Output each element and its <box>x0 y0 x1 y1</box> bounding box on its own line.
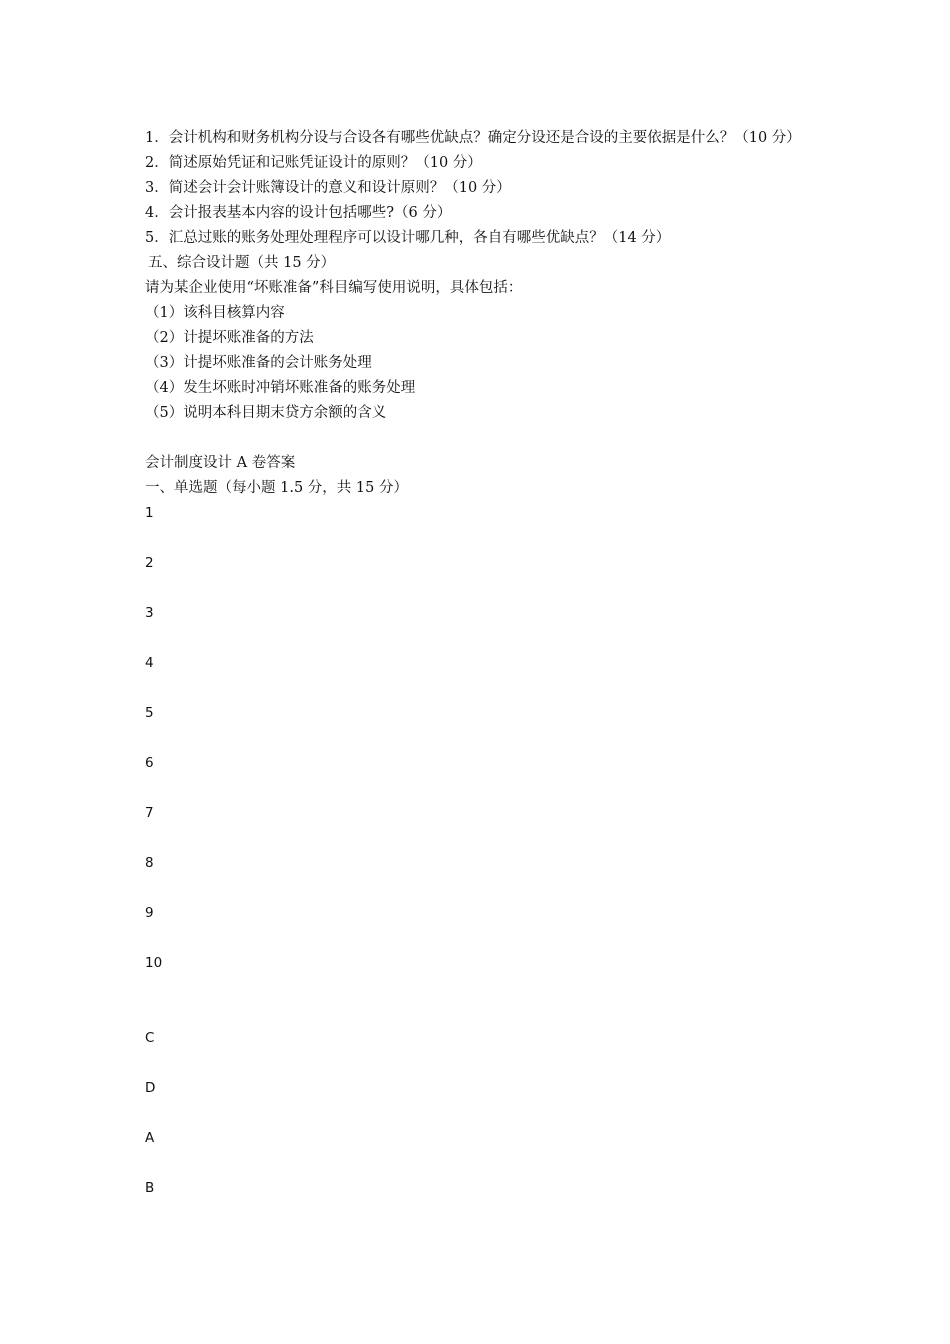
blank-gap <box>145 426 825 451</box>
section5-heading: 五、综合设计题（共 15 分） <box>148 255 336 271</box>
question-5: 5．汇总过账的账务处理处理程序可以设计哪几种，各自有哪些优缺点？（14 分） <box>145 230 671 246</box>
answer-number: 1 <box>145 505 154 521</box>
section5-item-4: （4）发生坏账时冲销坏账准备的账务处理 <box>145 380 416 396</box>
answer-number: 10 <box>145 955 163 971</box>
answer-number: 4 <box>145 655 154 671</box>
answer-number: 9 <box>145 905 154 921</box>
answer-number: 3 <box>145 605 154 621</box>
question-2: 2．简述原始凭证和记账凭证设计的原则？（10 分） <box>145 155 482 171</box>
question-4: 4．会计报表基本内容的设计包括哪些?（6 分） <box>145 205 452 221</box>
section5-item-2: （2）计提坏账准备的方法 <box>145 330 314 346</box>
answer-letter: C <box>145 1030 155 1046</box>
answer-letter-list <box>145 1026 825 1226</box>
answer-number: 8 <box>145 855 154 871</box>
section5-item-3: （3）计提坏账准备的会计账务处理 <box>145 355 372 371</box>
document-content <box>145 126 825 1226</box>
question-3: 3．简述会计会计账簿设计的意义和设计原则？（10 分） <box>145 180 511 196</box>
blank-gap <box>145 1001 825 1026</box>
answer-letter: D <box>145 1080 156 1096</box>
answer-number-list <box>145 501 825 1001</box>
answers-section1-heading: 一、单选题（每小题 1.5 分，共 15 分） <box>145 480 408 496</box>
answers-title: 会计制度设计 A 卷答案 <box>145 455 296 471</box>
question-1: 1．会计机构和财务机构分设与合设各有哪些优缺点？确定分设还是合设的主要依据是什么？（10 分） <box>145 130 801 146</box>
answer-number: 2 <box>145 555 154 571</box>
answer-number: 6 <box>145 755 154 771</box>
answer-number: 5 <box>145 705 154 721</box>
answer-number: 7 <box>145 805 154 821</box>
answer-letter: A <box>145 1130 155 1146</box>
section5-item-1: （1）该科目核算内容 <box>145 305 285 321</box>
answer-letter: B <box>145 1180 155 1196</box>
section5-prompt: 请为某企业使用“坏账准备”科目编写使用说明，具体包括： <box>145 280 523 296</box>
section5-item-5: （5）说明本科目期末贷方余额的含义 <box>145 405 387 421</box>
